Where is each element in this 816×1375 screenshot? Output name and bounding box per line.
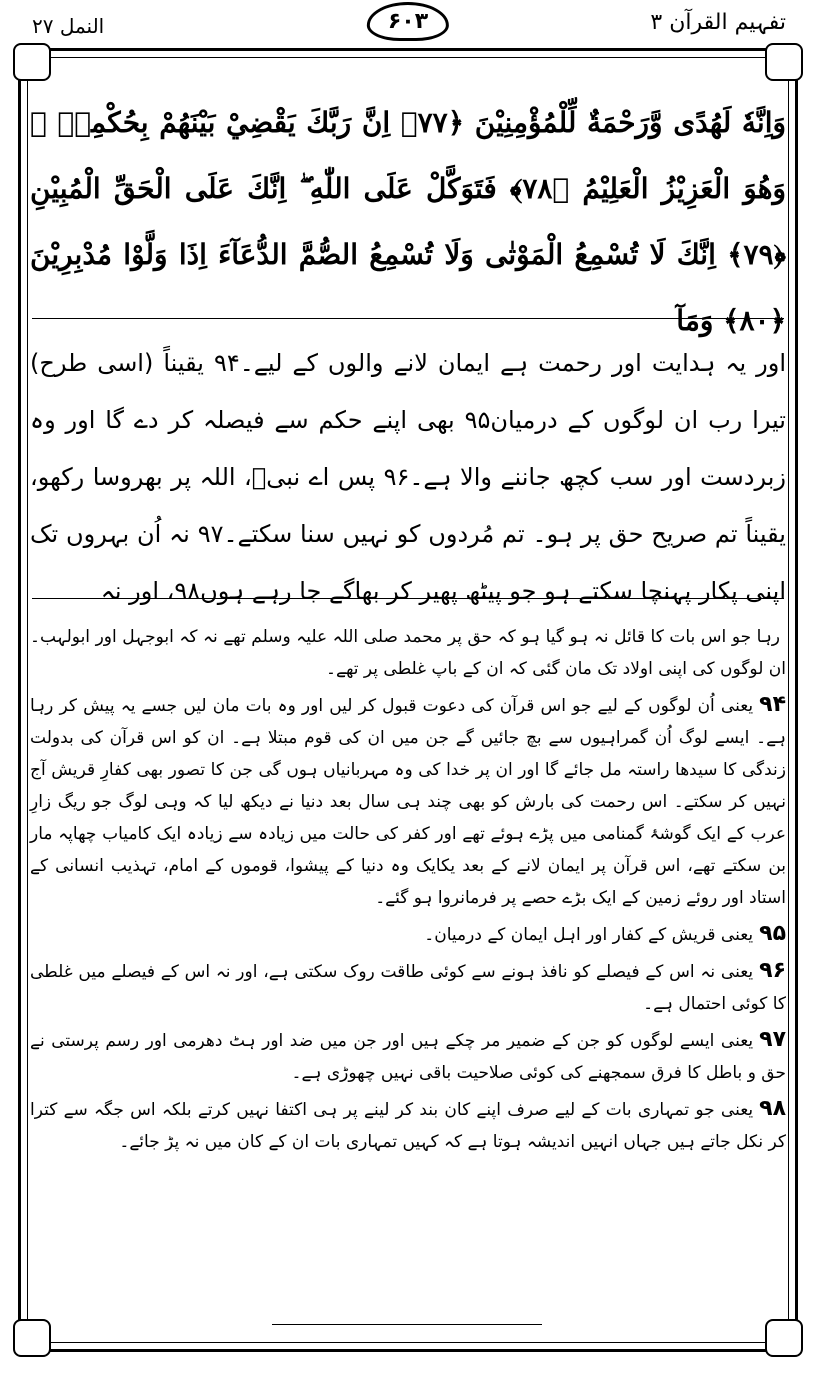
- corner-ornament-icon: [765, 43, 803, 81]
- book-title: تفہیم القرآن ۳: [650, 10, 786, 35]
- arabic-verses: وَاِنَّهٗ لَهُدًى وَّرَحْمَةٌ لِّلْمُؤْمِنِيْنَ ﴿٧٧﴾ اِنَّ رَبَّكَ يَقْضِيْ بَيْنَهُمْ بِحُكْمِهٖ ۚ وَهُوَ الْعَزِيْزُ الْعَلِيْمُ ﴿٧٨﴾ فَتَوَكَّلْ عَلَى اللّٰهِ ۖ اِنَّكَ عَلَى الْحَقِّ الْمُبِيْنِ ﴿٧٩﴾ اِنَّكَ لَا تُسْمِعُ الْمَوْتٰى وَلَا تُسْمِعُ الصُّمَّ الدُّعَآءَ اِذَا وَلَّوْا مُدْبِرِيْنَ ﴿٨٠﴾ وَمَآ: [30, 106, 787, 337]
- footnote-text: یعنی نہ اس کے فیصلے کو نافذ ہونے سے کوئی طاقت روک سکتی ہے، اور نہ اس کے فیصلے میں غلطی کا کوئی احتمال ہے۔: [30, 962, 786, 1014]
- footnote: [30, 918, 786, 951]
- urdu-translation: اور یہ ہدایت اور رحمت ہے ایمان لانے والوں کے لیے۔۹۴ یقیناً (اسی طرح) تیرا رب ان لوگوں کے درمیان۹۵ بھی اپنے حکم سے فیصلہ کر دے گا اور وہ زبردست اور سب کچھ جاننے والا ہے۔۹۶ پس اے نبیؐ، اللہ پر بھروسا رکھو، یقیناً تم صریح حق پر ہو۔ تم مُردوں کو نہیں سنا سکتے۔۹۷ نہ اُن بہروں تک اپنی پکار پہنچا سکتے ہو جو پیٹھ پھیر کر بھاگے جا رہے ہوں۹۸، اور نہ: [30, 349, 786, 605]
- footnote-number: ۹۸: [759, 1096, 786, 1121]
- footnote: [30, 1024, 786, 1089]
- footnote: [30, 955, 786, 1020]
- footnotes-divider: [32, 598, 784, 599]
- footnote-text: یعنی جو تمہاری بات کے لیے صرف اپنے کان بند کر لینے پر ہی اکتفا نہیں کرتے بلکہ اس جگہ سے کترا کر نکل جاتے ہیں جہاں انہیں اندیشہ ہوتا ہے کہ کہیں تمہاری بات ان کے کان میں نہ پڑ جائے۔: [30, 1100, 786, 1152]
- footnote-text: یعنی اُن لوگوں کے لیے جو اس قرآن کی دعوت قبول کر لیں اور وہ بات مان لیں جسے یہ پیش کر رہا ہے۔ ایسے لوگ اُن گمراہیوں سے بچ جائیں گے جن میں ان کی قوم مبتلا ہے۔ ان کو اس قرآن کی بدولت زندگی کا سیدھا راستہ مل جائے گا اور ان پر خدا کی وہ مہربانیاں ہوں گی جن کا تصور بھی کفارِ قریش آج نہیں کر سکتے۔ اس رحمت کی بارش کو بھی چند ہی سال بعد دنیا نے دیکھ لیا کہ وہی لوگ جو ریگ زارِ عرب کے ایک گوشۂ گمنامی میں پڑے ہوئے تھے اور کفر کی حالت میں زیادہ سے زیادہ ایک کامیاب چھاپہ مار بن سکتے تھے، اس قرآن پر ایمان لانے کے بعد یکایک وہ دنیا کے پیشوا، قوموں کے امام، تہذیب انسانی کے استاد اور روئے زمین کے ایک بڑے حصے پر فرمانروا ہو گئے۔: [30, 696, 786, 908]
- corner-ornament-icon: [765, 1319, 803, 1357]
- footnote-number: ۹۶: [759, 958, 786, 983]
- page-number: ۶۰۳: [367, 2, 449, 41]
- footnote: [30, 689, 786, 914]
- footnote-number: ۹۵: [759, 921, 786, 946]
- corner-ornament-icon: [13, 43, 51, 81]
- surah-label: النمل ۲۷: [32, 14, 105, 38]
- footnote: [30, 1093, 786, 1158]
- footnote-text: یعنی ایسے لوگوں کو جن کے ضمیر مر چکے ہیں اور جن میں ضد اور ہٹ دھرمی اور رسم پرستی نے حق و باطل کا فرق سمجھنے کی کوئی صلاحیت باقی نہیں چھوڑی ہے۔: [30, 1031, 786, 1083]
- end-rule: [272, 1324, 542, 1325]
- footnote-text: رہا جو اس بات کا قائل نہ ہو گیا ہو کہ حق پر محمد صلی اللہ علیہ وسلم تھے نہ کہ ابوجہل اور ابولہب۔ ان لوگوں کی اپنی اولاد تک مان گئی کہ ان کے باپ غلطی پر تھے۔: [30, 627, 786, 679]
- footnote-number: ۹۴: [759, 692, 786, 717]
- page-header: [12, 0, 804, 48]
- footnote: [30, 620, 786, 685]
- corner-ornament-icon: [13, 1319, 51, 1357]
- footnote-number: ۹۷: [759, 1027, 786, 1052]
- footnote-text: یعنی قریش کے کفار اور اہل ایمان کے درمیان۔: [424, 925, 754, 945]
- footnotes: [30, 620, 786, 1162]
- section-divider: [32, 318, 784, 319]
